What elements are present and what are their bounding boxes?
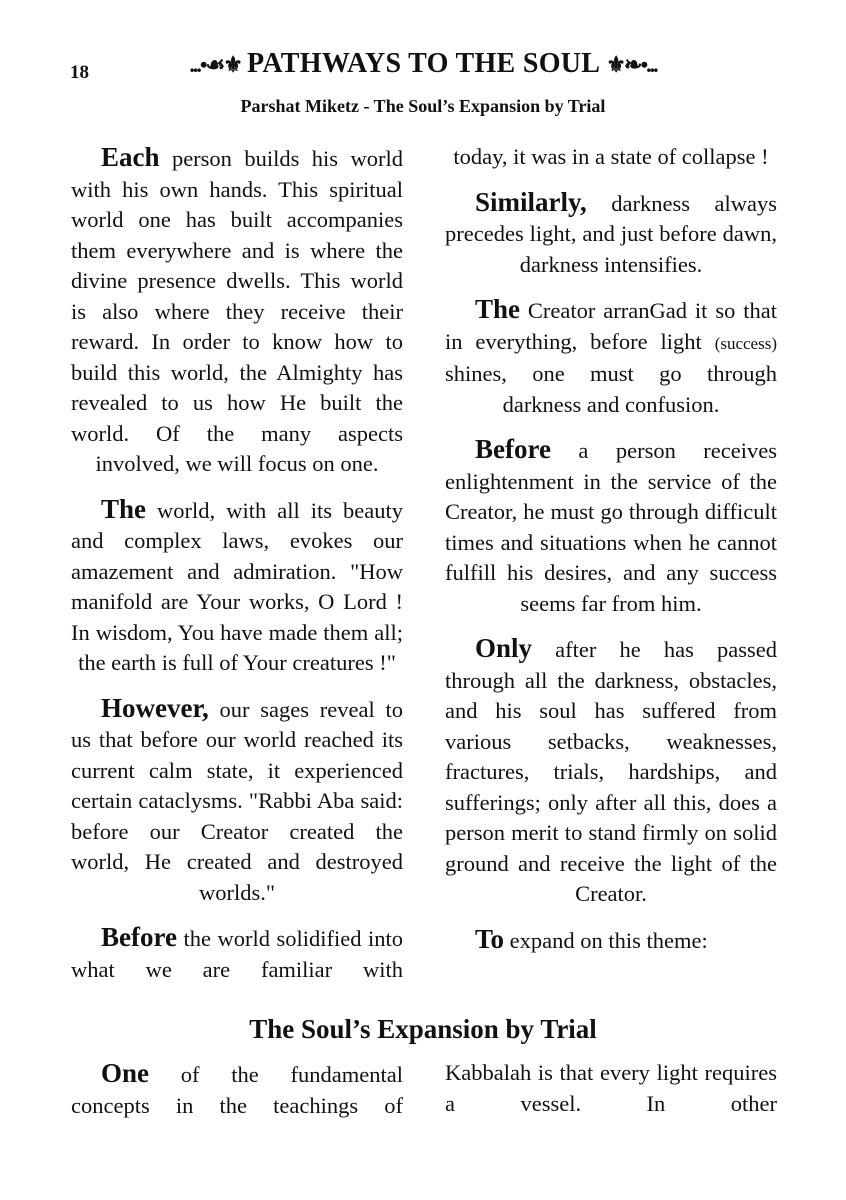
paragraph [445,924,777,957]
paragraph [71,922,403,985]
ornament-right-icon: ⚜❧•... [606,52,657,77]
paragraph [445,633,777,910]
section-left-column [71,1058,403,1121]
section-heading: The Soul’s Expansion by Trial [249,1014,597,1044]
paragraph-text: darkness always precedes light, and just before dawn, darkness intensifies. [445,190,777,277]
lead-word: To [475,923,505,954]
lead-word: Each [101,142,160,172]
paragraph-text: the world solidified into what we are familiar with [71,926,403,982]
lead-word: The [475,294,521,324]
lead-word: The [101,493,147,524]
lead-word: Before [475,434,551,464]
paragraph [445,294,777,420]
lead-word: However, [101,692,209,723]
lead-word: Before [101,922,177,952]
paragraph-text: Creator arranGad it so that in everything, before light [445,298,777,354]
paragraph [71,494,403,679]
paragraph-text: a person receives enlightenment in the service of the Creator, he must go through difficult times and situations when he cannot fulfill his desires, and any success seems far from him. [445,438,777,616]
lead-word: Only [475,633,533,663]
book-title: PATHWAYS TO THE SOUL [247,48,601,79]
paragraph-text: world, with all its beauty and complex laws, evokes our amazement and admiration. "How manifold are Your works, O Lord ! In wisdom, You have made them all; the earth is full of Your creatures !" [71,497,403,675]
paragraph [71,693,403,909]
lead-word: Similarly, [475,186,587,217]
chapter-subtitle: Parshat Miketz - The Soul’s Expansion by Trial [240,96,606,116]
right-column [445,142,777,970]
left-column [71,142,403,999]
paragraph-text: Kabbalah is that every light requires a vessel. In other [445,1060,777,1116]
page-number: 18 [70,62,89,83]
paragraph [445,434,777,619]
lead-word: One [101,1058,150,1088]
paragraph [445,142,777,173]
section-right-column [445,1058,777,1119]
paragraph-text: shines, one must go through darkness and confusion. [445,361,777,417]
paragraph-text: after he has passed through all the darkness, obstacles, and his soul has suffered from various setbacks, weaknesses, fractures, trials, hardships, and sufferings; only after all this, does a person merit to stand firmly on solid ground and receive the light of the Creator. [445,637,777,906]
paragraph-text: expand on this theme: [504,927,708,953]
paragraph-text: person builds his world with his own hands. This spiritual world one has built accompanies them everywhere and is where the divine presence dwells. This world is also where they receive their reward. In order to know how to build this world, the Almighty has revealed to us how He built the world. Of the many aspects involved, we will focus on one. [71,146,403,476]
running-head [0,48,846,80]
paragraph [445,1058,777,1119]
paragraph [71,142,403,480]
ornament-left-icon: ...•☙⚜ [189,52,241,77]
paragraph-text: today, it was in a state of collapse ! [453,144,769,169]
parenthetical-text: (success) [714,333,777,353]
paragraph-text: of the fundamental concepts in the teachings of [71,1062,403,1118]
paragraph [71,1058,403,1121]
paragraph-text: our sages reveal to us that before our world reached its current calm state, it experienced certain cataclysms. "Rabbi Aba said: before our Creator created the world, He created and destroyed worlds." [71,696,403,905]
paragraph [445,187,777,281]
